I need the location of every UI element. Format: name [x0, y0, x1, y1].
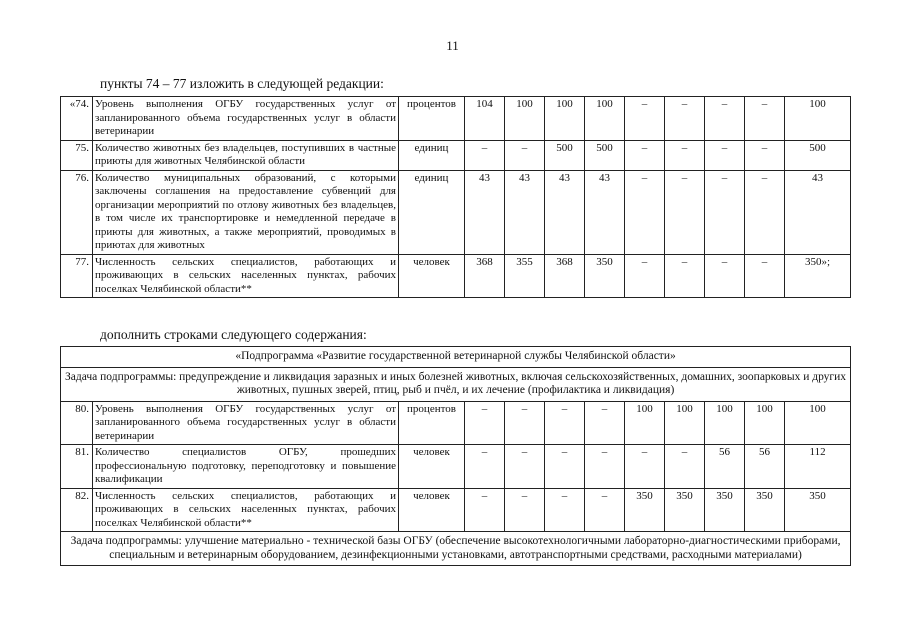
row-value: – — [625, 140, 665, 170]
row-value: 500 — [785, 140, 851, 170]
row-unit: единиц — [399, 140, 465, 170]
row-value: 104 — [465, 97, 505, 141]
row-value: – — [465, 140, 505, 170]
row-value: – — [465, 401, 505, 445]
row-value: 100 — [785, 401, 851, 445]
row-value: 368 — [465, 254, 505, 298]
row-value: 350 — [705, 488, 745, 532]
row-value: – — [545, 401, 585, 445]
row-value: 56 — [705, 445, 745, 489]
row-value: – — [745, 97, 785, 141]
table-row — [61, 401, 851, 445]
table-row — [61, 488, 851, 532]
row-value: 100 — [665, 401, 705, 445]
indicators-table-1-body — [61, 97, 851, 298]
row-value: – — [545, 488, 585, 532]
row-number: 80. — [61, 401, 93, 445]
row-value: 350 — [625, 488, 665, 532]
table-row — [61, 140, 851, 170]
intro-text-1: пункты 74 – 77 изложить в следующей редакции: — [100, 76, 384, 91]
row-value: 43 — [585, 170, 625, 254]
row-value: – — [705, 140, 745, 170]
row-value: – — [505, 140, 545, 170]
row-value: 368 — [545, 254, 585, 298]
row-number: «74. — [61, 97, 93, 141]
row-value: – — [665, 170, 705, 254]
row-unit: человек — [399, 488, 465, 532]
indicators-table-2 — [60, 346, 851, 566]
indicators-table-1 — [60, 96, 851, 298]
row-value: 100 — [545, 97, 585, 141]
task-1: Задача подпрограммы: предупреждение и ликвидация заразных и иных болезней животных, включая сельскохозяйственных, домашних, зоопарковых и других животных, пушных зверей, птиц, рыб и пчёл, и их лечение (профилактика и ликвидация) — [61, 367, 851, 401]
row-value: 100 — [785, 97, 851, 141]
row-value: – — [625, 97, 665, 141]
row-unit: человек — [399, 254, 465, 298]
row-number: 77. — [61, 254, 93, 298]
table-row — [61, 170, 851, 254]
row-number: 75. — [61, 140, 93, 170]
row-value: – — [585, 445, 625, 489]
row-unit: человек — [399, 445, 465, 489]
row-value: – — [465, 445, 505, 489]
row-description: Уровень выполнения ОГБУ государственных услуг от запланированного объема государственных услуг в области ветеринарии — [93, 97, 399, 141]
row-value: – — [625, 445, 665, 489]
row-description: Численность сельских специалистов, работающих и проживающих в сельских населенных пунктах, рабочих поселках Челябинской области** — [93, 488, 399, 532]
indicators-table-2-body — [61, 401, 851, 532]
row-value: 112 — [785, 445, 851, 489]
row-value: – — [505, 488, 545, 532]
row-value: – — [505, 401, 545, 445]
row-value: 43 — [545, 170, 585, 254]
row-value: – — [545, 445, 585, 489]
row-value: – — [745, 254, 785, 298]
row-value: 350 — [665, 488, 705, 532]
row-value: 500 — [545, 140, 585, 170]
row-value: 355 — [505, 254, 545, 298]
row-value: 100 — [705, 401, 745, 445]
row-value: – — [465, 488, 505, 532]
row-value: 100 — [585, 97, 625, 141]
row-description: Численность сельских специалистов, работающих и проживающих в сельских населенных пунктах, рабочих поселках Челябинской области** — [93, 254, 399, 298]
table-row — [61, 254, 851, 298]
row-value: – — [705, 97, 745, 141]
task-row-2 — [61, 532, 851, 566]
row-unit: единиц — [399, 170, 465, 254]
task-row-1 — [61, 367, 851, 401]
row-value: – — [665, 140, 705, 170]
row-description: Количество животных без владельцев, поступивших в частные приюты для животных Челябинской области — [93, 140, 399, 170]
row-value: – — [705, 254, 745, 298]
row-unit: процентов — [399, 97, 465, 141]
row-value: 350»; — [785, 254, 851, 298]
row-value: 500 — [585, 140, 625, 170]
row-value: 43 — [465, 170, 505, 254]
row-value: – — [705, 170, 745, 254]
table-row — [61, 445, 851, 489]
row-value: – — [625, 170, 665, 254]
row-description: Количество муниципальных образований, с которыми заключены соглашения на предоставление субвенций для организации мероприятий по отлову животных без владельцев, в том числе их транспортировке и немедленной передаче в приюты для животных, а также мероприятий, проводимых в приютах для животных — [93, 170, 399, 254]
row-value: 350 — [585, 254, 625, 298]
task-2: Задача подпрограммы: улучшение материально - технической базы ОГБУ (обеспечение высокотехнологичными лабораторно-диагностическими приборами, специальным и ветеринарным оборудованием, дезинфекционными установками, автотранспортными средствами, расходными материалами) — [61, 532, 851, 566]
row-value: – — [665, 445, 705, 489]
row-value: 43 — [505, 170, 545, 254]
row-value: 350 — [745, 488, 785, 532]
subprogram-title: «Подпрограмма «Развитие государственной ветеринарной службы Челябинской области» — [61, 347, 851, 368]
row-value: – — [745, 170, 785, 254]
row-value: – — [625, 254, 665, 298]
subprogram-title-row — [61, 347, 851, 368]
table-row — [61, 97, 851, 141]
row-number: 81. — [61, 445, 93, 489]
row-description: Количество специалистов ОГБУ, прошедших профессиональную подготовку, переподготовку и повышение квалификации — [93, 445, 399, 489]
row-value: 100 — [745, 401, 785, 445]
row-value: 100 — [625, 401, 665, 445]
row-number: 76. — [61, 170, 93, 254]
row-value: – — [665, 254, 705, 298]
row-description: Уровень выполнения ОГБУ государственных услуг от запланированного объема государственных услуг в области ветеринарии — [93, 401, 399, 445]
row-value: 56 — [745, 445, 785, 489]
row-value: 350 — [785, 488, 851, 532]
intro-text-2: дополнить строками следующего содержания: — [100, 327, 367, 342]
row-value: – — [665, 97, 705, 141]
row-value: – — [585, 488, 625, 532]
row-number: 82. — [61, 488, 93, 532]
row-value: 43 — [785, 170, 851, 254]
row-value: – — [585, 401, 625, 445]
page-number: 11 — [446, 38, 459, 53]
row-value: – — [745, 140, 785, 170]
row-unit: процентов — [399, 401, 465, 445]
row-value: – — [505, 445, 545, 489]
row-value: 100 — [505, 97, 545, 141]
